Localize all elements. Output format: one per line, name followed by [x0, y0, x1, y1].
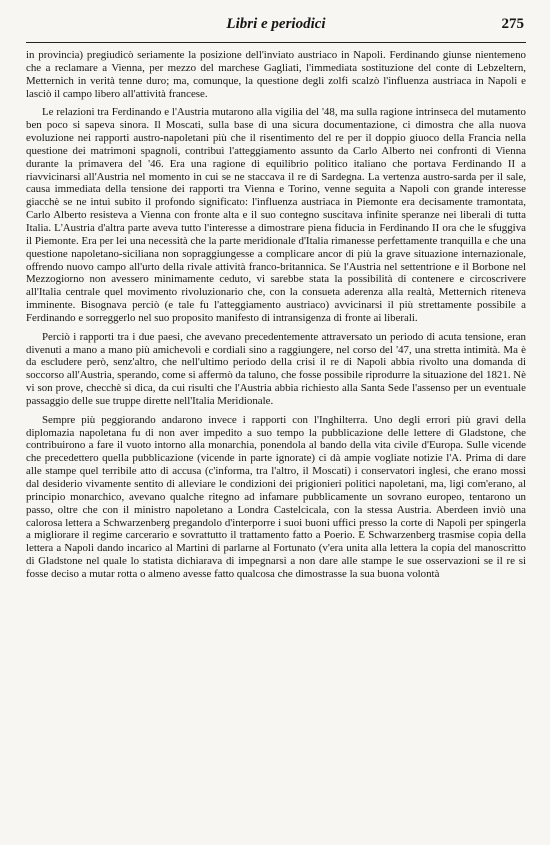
paragraph-3: Perciò i rapporti tra i due paesi, che avevano precedentemente attraversato un periodo di acuta tensione, eran divenuti a mano a mano più amichevoli e cordiali sino a raggiungere, nel corso del '47, una stretta intimità. Ma è da escludere però, senz'altro, che nell'ultimo periodo della crisi il re di Napoli abbia rivolto una domanda di soccorso all'Austria, sperando, come si affermò da taluno, che fosse possibile riprodurre la situazione del 1821. Nè vi son prove, checchè si dica, da cui risulti che l'Austria abbia richiesto alla Santa Sede l'assenso per un eventuale passaggio delle sue truppe dirette nell'Italia Meridionale. — [26, 330, 526, 407]
running-title: Libri e periodici — [226, 16, 326, 32]
paragraph-1: in provincia) pregiudicò seriamente la posizione dell'inviato austriaco in Napoli. Ferdinando giunse nientemeno che a reclamare a Vienna, per mezzo del marchese Gagliati, l'immediata sostituzione del conte di Lebzeltern, Metternich in verità tenne duro; ma, comunque, la questione degli zolfi scalzò l'influenza austriaca in Napoli e lasciò il campo libero all'attività francese. — [26, 49, 526, 100]
page-number: 275 — [501, 16, 524, 32]
document-page — [0, 14, 550, 845]
paragraph-4: Sempre più peggiorando andarono invece i rapporti con l'Inghilterra. Uno degli errori più gravi della diplomazia napoletana fu di non aver impedito a suo tempo la pubblicazione delle lettere di Gladstone, che contribuirono a fare il vuoto intorno alla monarchia, ponendola al bando della vita civile d'Europa. Sulle vicende che precedettero quella pubblicazione (vicende in parte ignorate) ci dà ampie vogliate notizie l'A. Prima di dare alle stampe quel terribile atto di accusa (c'informa, tra l'altro, il Moscati) i conservatori inglesi, che erano mossi dal desiderio vivamente sentito di alleviare le condizioni dei prigionieri politici napoletani, ma, ligi com'erano, al principio monarchico, avevano qualche ritegno ad infamare pubblicamente un sovrano europeo, tentarono un passo, oltre che con il ministro napoletano a Londra Castelcicala, con la stessa Austria. Aberdeen inviò una calorosa lettera a Schwarzenberg pregandolo d'interporre i suoi buoni uffici presso la corte di Napoli per spingerla a migliorare il regime carcerario e sovrattutto il trattamento fatto a Poerio. E Schwarzenberg trasmise copia della lettera a Napoli dando incarico al Martini di parlarne al Fortunato (v'era unita alla lettera la copia del manoscritto di Gladstone nel quale lo statista dichiarava di impegnarsi a non dare alle stampe le sue osservazioni se il re si fosse deciso a mutar rotta o almeno avesse fatto qualcosa che dimostrasse la sua buona volontà — [26, 413, 526, 580]
body-text — [26, 49, 526, 581]
paragraph-2: Le relazioni tra Ferdinando e l'Austria mutarono alla vigilia del '48, ma sulla ragione intrinseca del mutamento ben poco si sapeva sinora. Il Moscati, sulla base di una sicura documentazione, ci dimostra che alla nuova evoluzione nei rapporti austro-napoletani più che il risentimento del re per il doppio giuoco della Francia nella questione dei matrimoni spagnoli, contribuì l'atteggiamento assunto da Carlo Alberto nei confronti di Vienna durante la primavera del '46. Era una ragione di equilibrio politico italiano che portava Ferdinando II a riavvicinarsi all'Austria nel momento in cui se ne staccava il re di Sardegna. La vertenza austro-sarda per il sale, causa immediata della tensione dei rapporti tra Vienna e Torino, venne seguita a Napoli con grande interesse giacchè se ne intuì subito il profondo significato: l'influenza austriaca in Piemonte era decisamente tramontata, Carlo Alberto resisteva a Vienna con fronte alta e il suo contegno suscitava infinite speranze nei liberali di tutta Italia. L'Austria d'altra parte aveva tutto l'interesse a dimostrare piena fiducia in Ferdinando II ora che le sfuggiva il Piemonte. Era per lei una necessità che la parte meridionale d'Italia rimanesse perfettamente tranquilla e che una questione napoletano-siciliana non sopraggiungesse a complicare ancor di più la grave situazione internazionale, offrendo nuovo campo all'urto della rivale attività franco-britannica. Se l'Austria nel settentrione e il Borbone nel Mezzogiorno non avessero minimamente ceduto, vi sarebbe stata la possibilità di contenere e circoscrivere all'Italia centrale quel movimento rivoluzionario che, con la consueta aderenza alla realtà, Metternich riteneva imminente. Bisognava perciò (e tale fu l'atteggiamento austriaco) avvicinarsi il più strettamente possibile a Ferdinando e sorreggerlo nel suo proposito manifesto di intransigenza di fronte ai liberali. — [26, 106, 526, 324]
running-header — [26, 14, 526, 43]
